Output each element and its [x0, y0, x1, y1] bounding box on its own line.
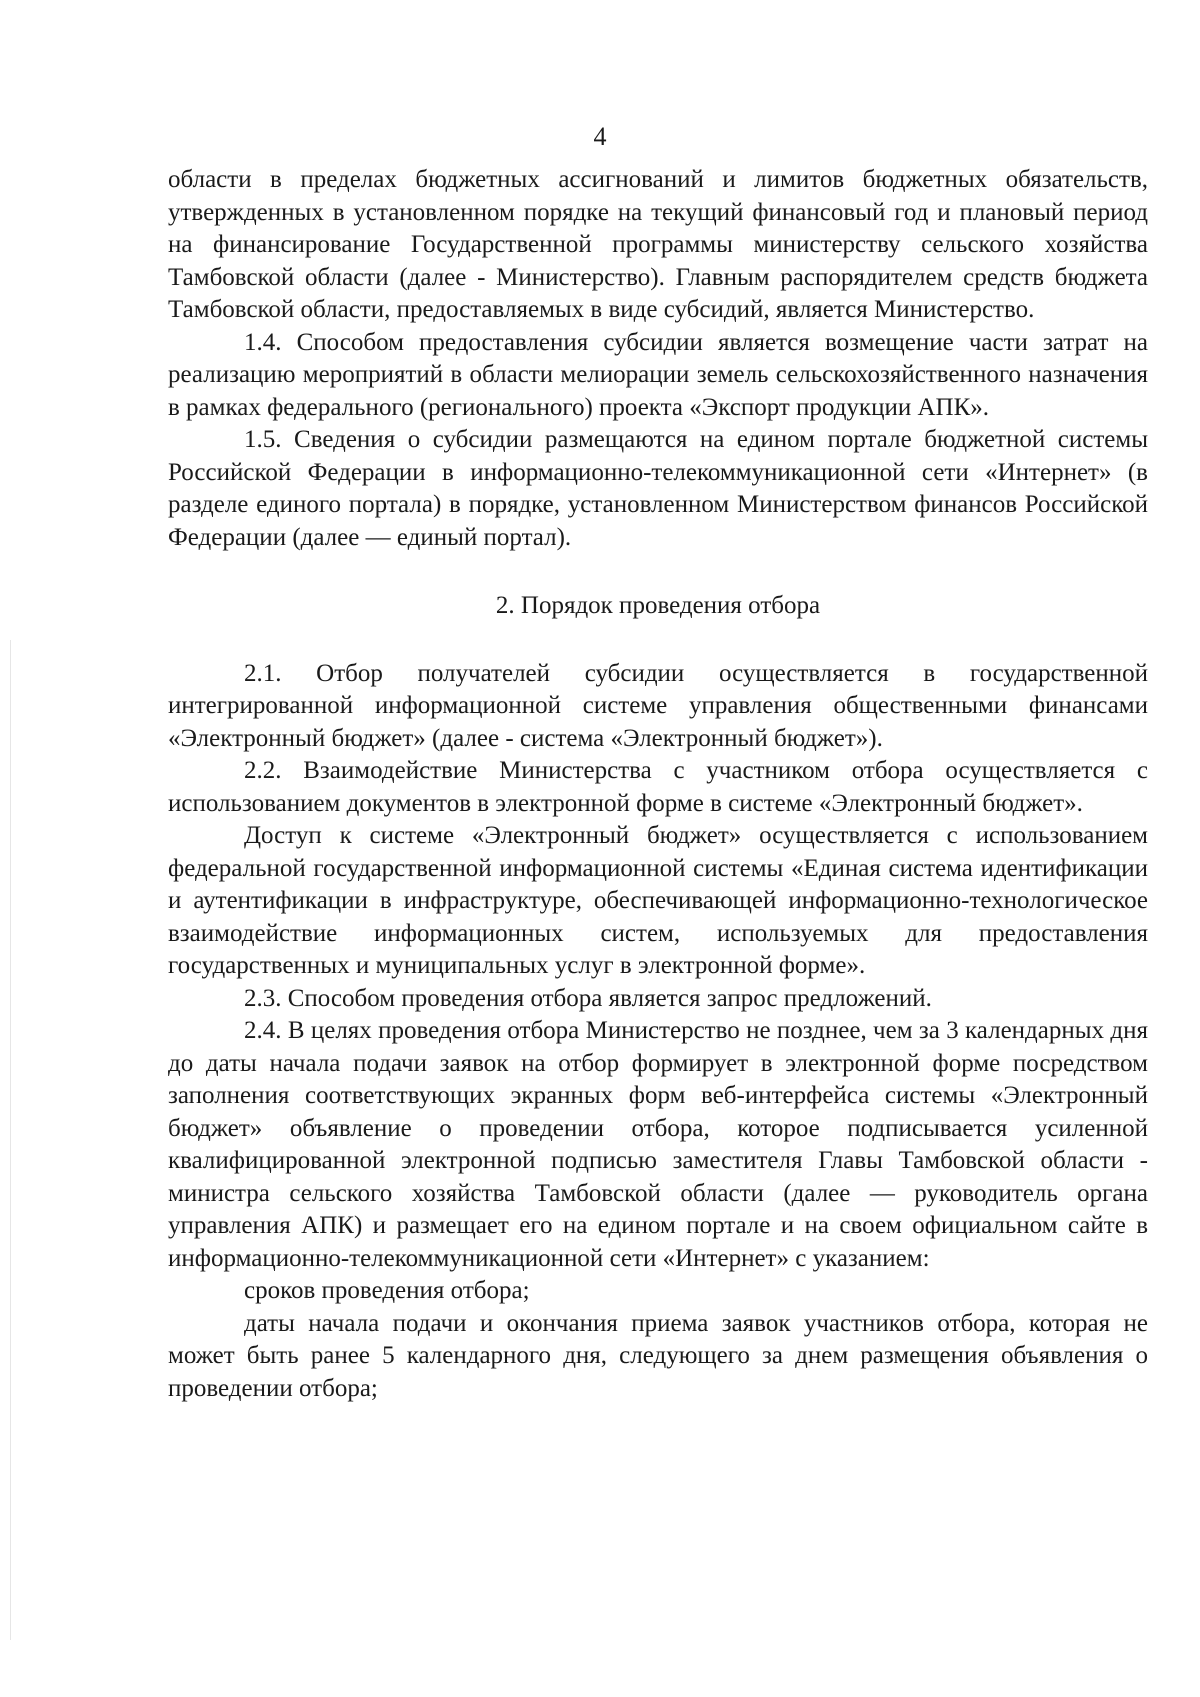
scan-edge-line: [10, 640, 11, 1640]
section-heading: 2. Порядок проведения отбора: [495, 592, 821, 619]
paragraph-continuation: области в пределах бюджетных ассигнований и лимитов бюджетных обязательств, утвержденных в установленном порядке на текущий финансовый год и плановый период на финансирование Государственной программы министерству сельского хозяйства Тамбовской области (далее - Министерство). Главным распорядителем средств бюджета Тамбовской области, предоставляемых в виде субсидий, является Министерство.: [168, 166, 1148, 323]
paragraph-1-5: 1.5. Сведения о субсидии размещаются на едином портале бюджетной системы Российской Федерации в информационно-телекоммуникационной сети «Интернет» (в разделе единого портала) в порядке, установленном Министерством финансов Российской Федерации (далее — единый портал).: [168, 426, 1148, 551]
paragraph-1-4: 1.4. Способом предоставления субсидии является возмещение части затрат на реализацию мероприятий в области мелиорации земель сельскохозяйственного назначения в рамках федерального (регионального) проекта «Экспорт продукции АПК».: [168, 328, 1148, 421]
document-body: [168, 164, 1148, 1405]
list-item-terms: сроков проведения отбора;: [244, 1277, 530, 1304]
paragraph-2-2: 2.2. Взаимодействие Министерства с участником отбора осуществляется с использованием документов в электронной форме в системе «Электронный бюджет».: [168, 757, 1148, 817]
paragraph-2-1: 2.1. Отбор получателей субсидии осуществляется в государственной интегрированной информационной системе управления общественными финансами «Электронный бюджет» (далее - система «Электронный бюджет»).: [168, 659, 1148, 752]
paragraph-access: Доступ к системе «Электронный бюджет» осуществляется с использованием федеральной государственной информационной системы «Единая система идентификации и аутентификации в инфраструктуре, обеспечивающей информационно-технологическое взаимодействие информационных систем, используемых для предоставления государственных и муниципальных услуг в электронной форме».: [168, 822, 1148, 979]
paragraph-2-3: 2.3. Способом проведения отбора является запрос предложений.: [244, 984, 932, 1012]
page-number: 4: [593, 122, 607, 151]
paragraph-2-4: 2.4. В целях проведения отбора Министерство не позднее, чем за 3 календарных дня до даты начала подачи заявок на отбор формирует в электронной форме посредством заполнения соответствующих экранных форм веб-интерфейса системы «Электронный бюджет» объявление о проведении отбора, которое подписывается усиленной квалифицированной электронной подписью заместителя Главы Тамбовской области - министра сельского хозяйства Тамбовской области (далее — руководитель органа управления АПК) и размещает его на едином портале и на своем официальном сайте в информационно-телекоммуникационной сети «Интернет» с указанием:: [168, 1017, 1148, 1272]
list-item-dates: даты начала подачи и окончания приема заявок участников отбора, которая не может быть ранее 5 календарного дня, следующего за днем размещения объявления о проведении отбора;: [168, 1309, 1148, 1402]
